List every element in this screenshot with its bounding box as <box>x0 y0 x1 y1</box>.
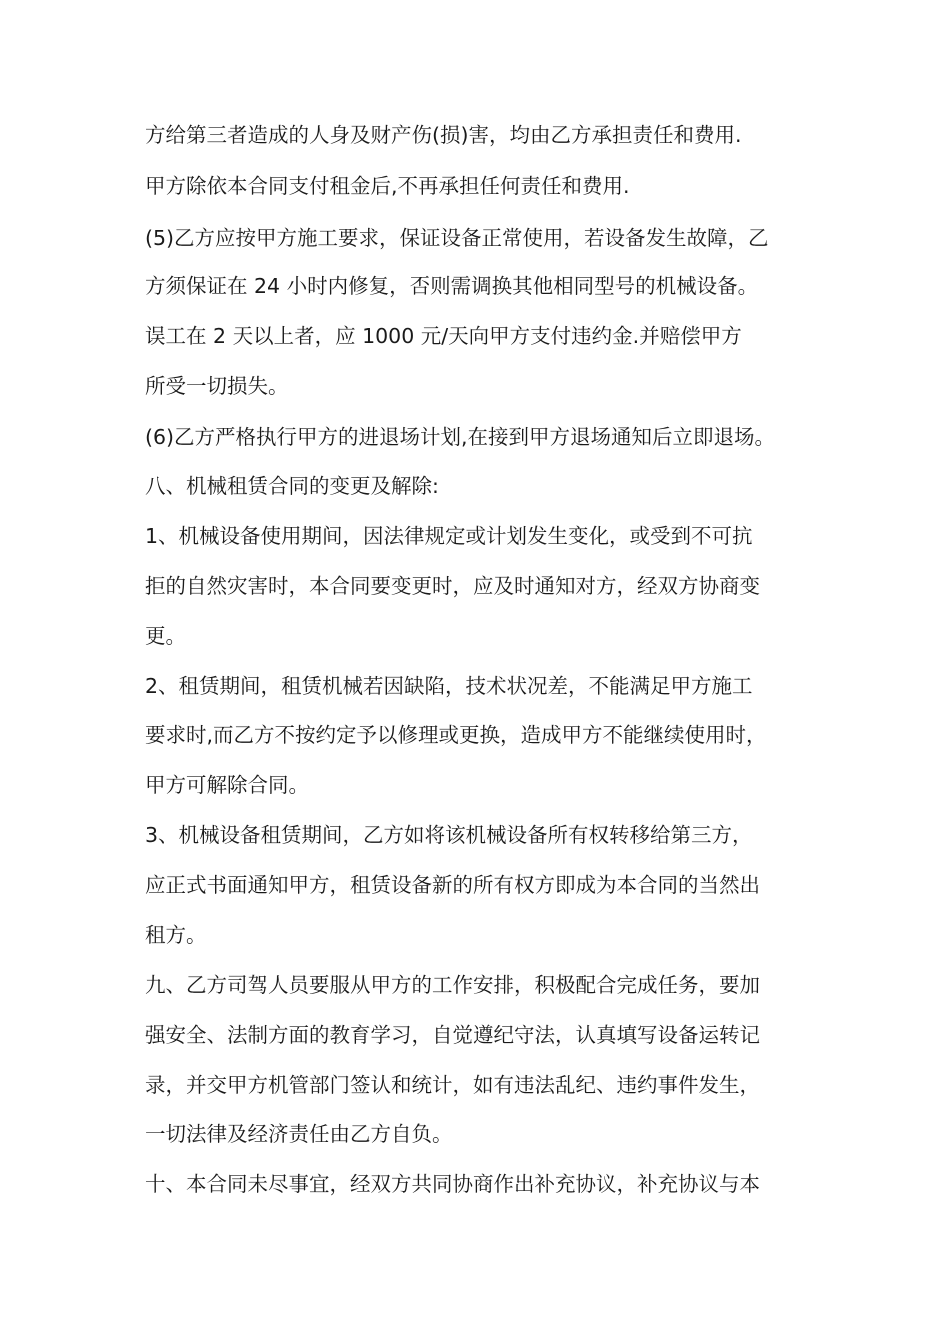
text-line: 1、机械设备使用期间，因法律规定或计划发生变化，或受到不可抗 <box>145 524 753 548</box>
text-line: 九、乙方司驾人员要服从甲方的工作安排，积极配合完成任务，要加 <box>145 973 760 997</box>
text-line: 3、机械设备租赁期间，乙方如将该机械设备所有权转移给第三方， <box>145 823 753 847</box>
text-line: 录，并交甲方机管部门签认和统计，如有违法乱纪、违约事件发生， <box>145 1073 760 1097</box>
text-line: 一切法律及经济责任由乙方自负。 <box>145 1122 453 1146</box>
text-line: 2、租赁期间，租赁机械若因缺陷，技术状况差，不能满足甲方施工 <box>145 674 753 698</box>
text-line: 甲方除依本合同支付租金后,不再承担任何责任和费用. <box>145 174 630 198</box>
text-line: 方给第三者造成的人身及财产伤(损)害，均由乙方承担责任和费用. <box>145 123 742 147</box>
text-line: 甲方可解除合同。 <box>145 773 309 797</box>
text-line: 要求时,而乙方不按约定予以修理或更换，造成甲方不能继续使用时， <box>145 723 767 747</box>
text-line: 应正式书面通知甲方，租赁设备新的所有权方即成为本合同的当然出 <box>145 873 760 897</box>
text-line: 租方。 <box>145 923 207 947</box>
text-line: 所受一切损失。 <box>145 374 289 398</box>
text-line: 强安全、法制方面的教育学习，自觉遵纪守法，认真填写设备运转记 <box>145 1023 760 1047</box>
text-line: 更。 <box>145 624 186 648</box>
text-line: 误工在 2 天以上者，应 1000 元/天向甲方支付违约金.并赔偿甲方 <box>145 324 742 348</box>
text-line: 方须保证在 24 小时内修复，否则需调换其他相同型号的机械设备。 <box>145 274 759 298</box>
text-line: (5)乙方应按甲方施工要求，保证设备正常使用，若设备发生故障，乙 <box>145 226 769 250</box>
text-line: 拒的自然灾害时，本合同要变更时，应及时通知对方，经双方协商变 <box>145 574 760 598</box>
text-line: (6)乙方严格执行甲方的进退场计划,在接到甲方退场通知后立即退场。 <box>145 425 776 449</box>
section-heading: 八、机械租赁合同的变更及解除: <box>145 474 439 498</box>
text-line: 十、本合同未尽事宜，经双方共同协商作出补充协议，补充协议与本 <box>145 1172 760 1196</box>
